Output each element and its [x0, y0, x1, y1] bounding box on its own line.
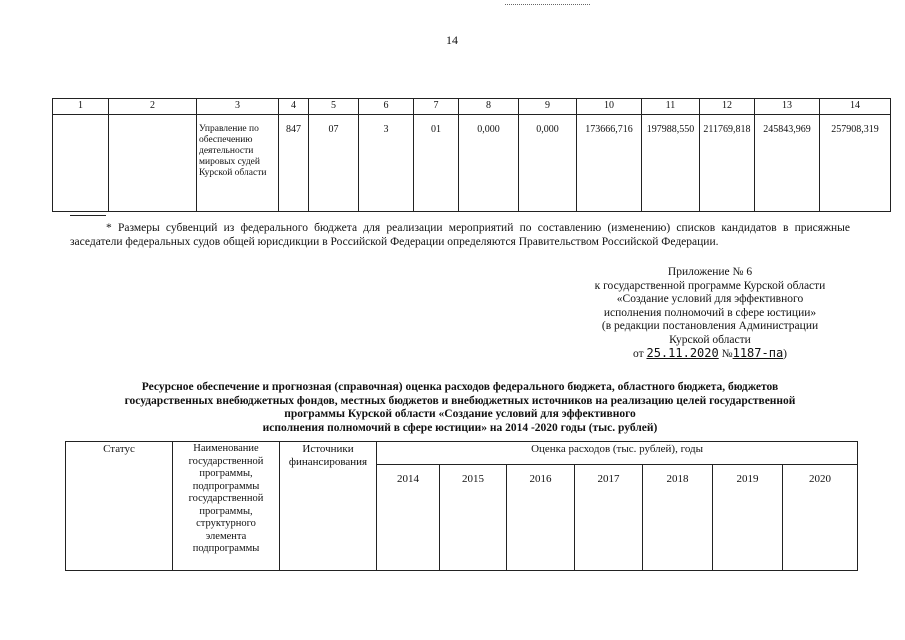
year-header: 2018	[643, 465, 713, 571]
year-header: 2015	[440, 465, 507, 571]
column-number: 5	[309, 99, 359, 115]
heading-line: государственных внебюджетных фондов, местных бюджетов и внебюджетных источников на реализацию целей государственной	[124, 394, 796, 407]
year-header: 2019	[713, 465, 783, 571]
funding-sources-header: Источники финансирования	[280, 442, 377, 571]
table-cell: 257908,319	[820, 115, 891, 212]
column-number: 11	[642, 99, 700, 115]
date-prefix: от	[632, 348, 644, 360]
expense-estimate-header: Оценка расходов (тыс. рублей), годы	[377, 442, 858, 465]
column-number: 8	[459, 99, 519, 115]
column-number: 7	[414, 99, 459, 115]
table-cell: 847	[279, 115, 309, 212]
page-number: 14	[446, 33, 458, 47]
column-number: 10	[577, 99, 642, 115]
appendix-line: (в редакции постановления Администрации	[601, 320, 819, 332]
appendix-block	[560, 266, 860, 362]
close-paren: )	[783, 348, 788, 360]
table-cell: 0,000	[519, 115, 577, 212]
table-cell: 01	[414, 115, 459, 212]
column-number: 9	[519, 99, 577, 115]
appendix-line: Курской области	[669, 333, 751, 346]
year-header: 2020	[783, 465, 858, 571]
column-number: 13	[755, 99, 820, 115]
table-header-row	[66, 442, 858, 465]
section-heading	[70, 381, 850, 435]
column-number: 6	[359, 99, 414, 115]
table-row	[53, 115, 891, 212]
column-number: 1	[53, 99, 109, 115]
table-cell: 07	[309, 115, 359, 212]
column-number: 14	[820, 99, 891, 115]
year-header: 2014	[377, 465, 440, 571]
heading-line: исполнения полномочий в сфере юстиции» на 2014 -2020 годы (тыс. рублей)	[262, 421, 658, 434]
table-cell: 173666,716	[577, 115, 642, 212]
table-cell	[53, 115, 109, 212]
resource-table	[65, 441, 858, 571]
heading-line: Ресурсное обеспечение и прогнозная (справочная) оценка расходов федерального бюджета, областного бюджета, бюджетов	[141, 381, 779, 393]
status-header: Статус	[66, 442, 173, 571]
year-header: 2016	[507, 465, 575, 571]
table-cell: 245843,969	[755, 115, 820, 212]
table-cell: 0,000	[459, 115, 519, 212]
column-number: 12	[700, 99, 755, 115]
table-cell: 3	[359, 115, 414, 212]
document-number: 1187-па	[732, 346, 784, 360]
column-number: 2	[109, 99, 197, 115]
executor-name-cell: Управление по обеспечению деятельности мировых судей Курской области	[197, 115, 279, 212]
table-cell: 211769,818	[700, 115, 755, 212]
appendix-date-line	[560, 347, 860, 362]
budget-table-continued	[52, 98, 891, 212]
number-prefix: №	[721, 348, 733, 360]
column-number: 3	[197, 99, 279, 115]
table-cell: 197988,550	[642, 115, 700, 212]
table-cell	[109, 115, 197, 212]
appendix-line: к государственной программе Курской области	[594, 279, 826, 292]
year-header: 2017	[575, 465, 643, 571]
table-header-row	[53, 99, 891, 115]
footnote-text: * Размеры субвенций из федерального бюджета для реализации мероприятий по составлению (изменению) списков кандидатов в присяжные заседатели федеральных судов общей юрисдикции в Российской Федерации определяются Правительством Российской Федерации.	[70, 222, 850, 248]
top-dotted-line	[505, 4, 590, 5]
appendix-line: «Создание условий для эффективного	[616, 293, 804, 305]
footnote-rule	[70, 215, 106, 216]
column-number: 4	[279, 99, 309, 115]
program-name-header: Наименование государственной программы, подпрограммы государственной программы, структурного элемента подпрограммы	[173, 442, 280, 571]
document-date: 25.11.2020	[646, 346, 719, 360]
appendix-line: исполнения полномочий в сфере юстиции»	[603, 306, 817, 319]
appendix-line: Приложение № 6	[667, 266, 753, 278]
heading-line: программы Курской области «Создание условий для эффективного	[284, 408, 636, 420]
